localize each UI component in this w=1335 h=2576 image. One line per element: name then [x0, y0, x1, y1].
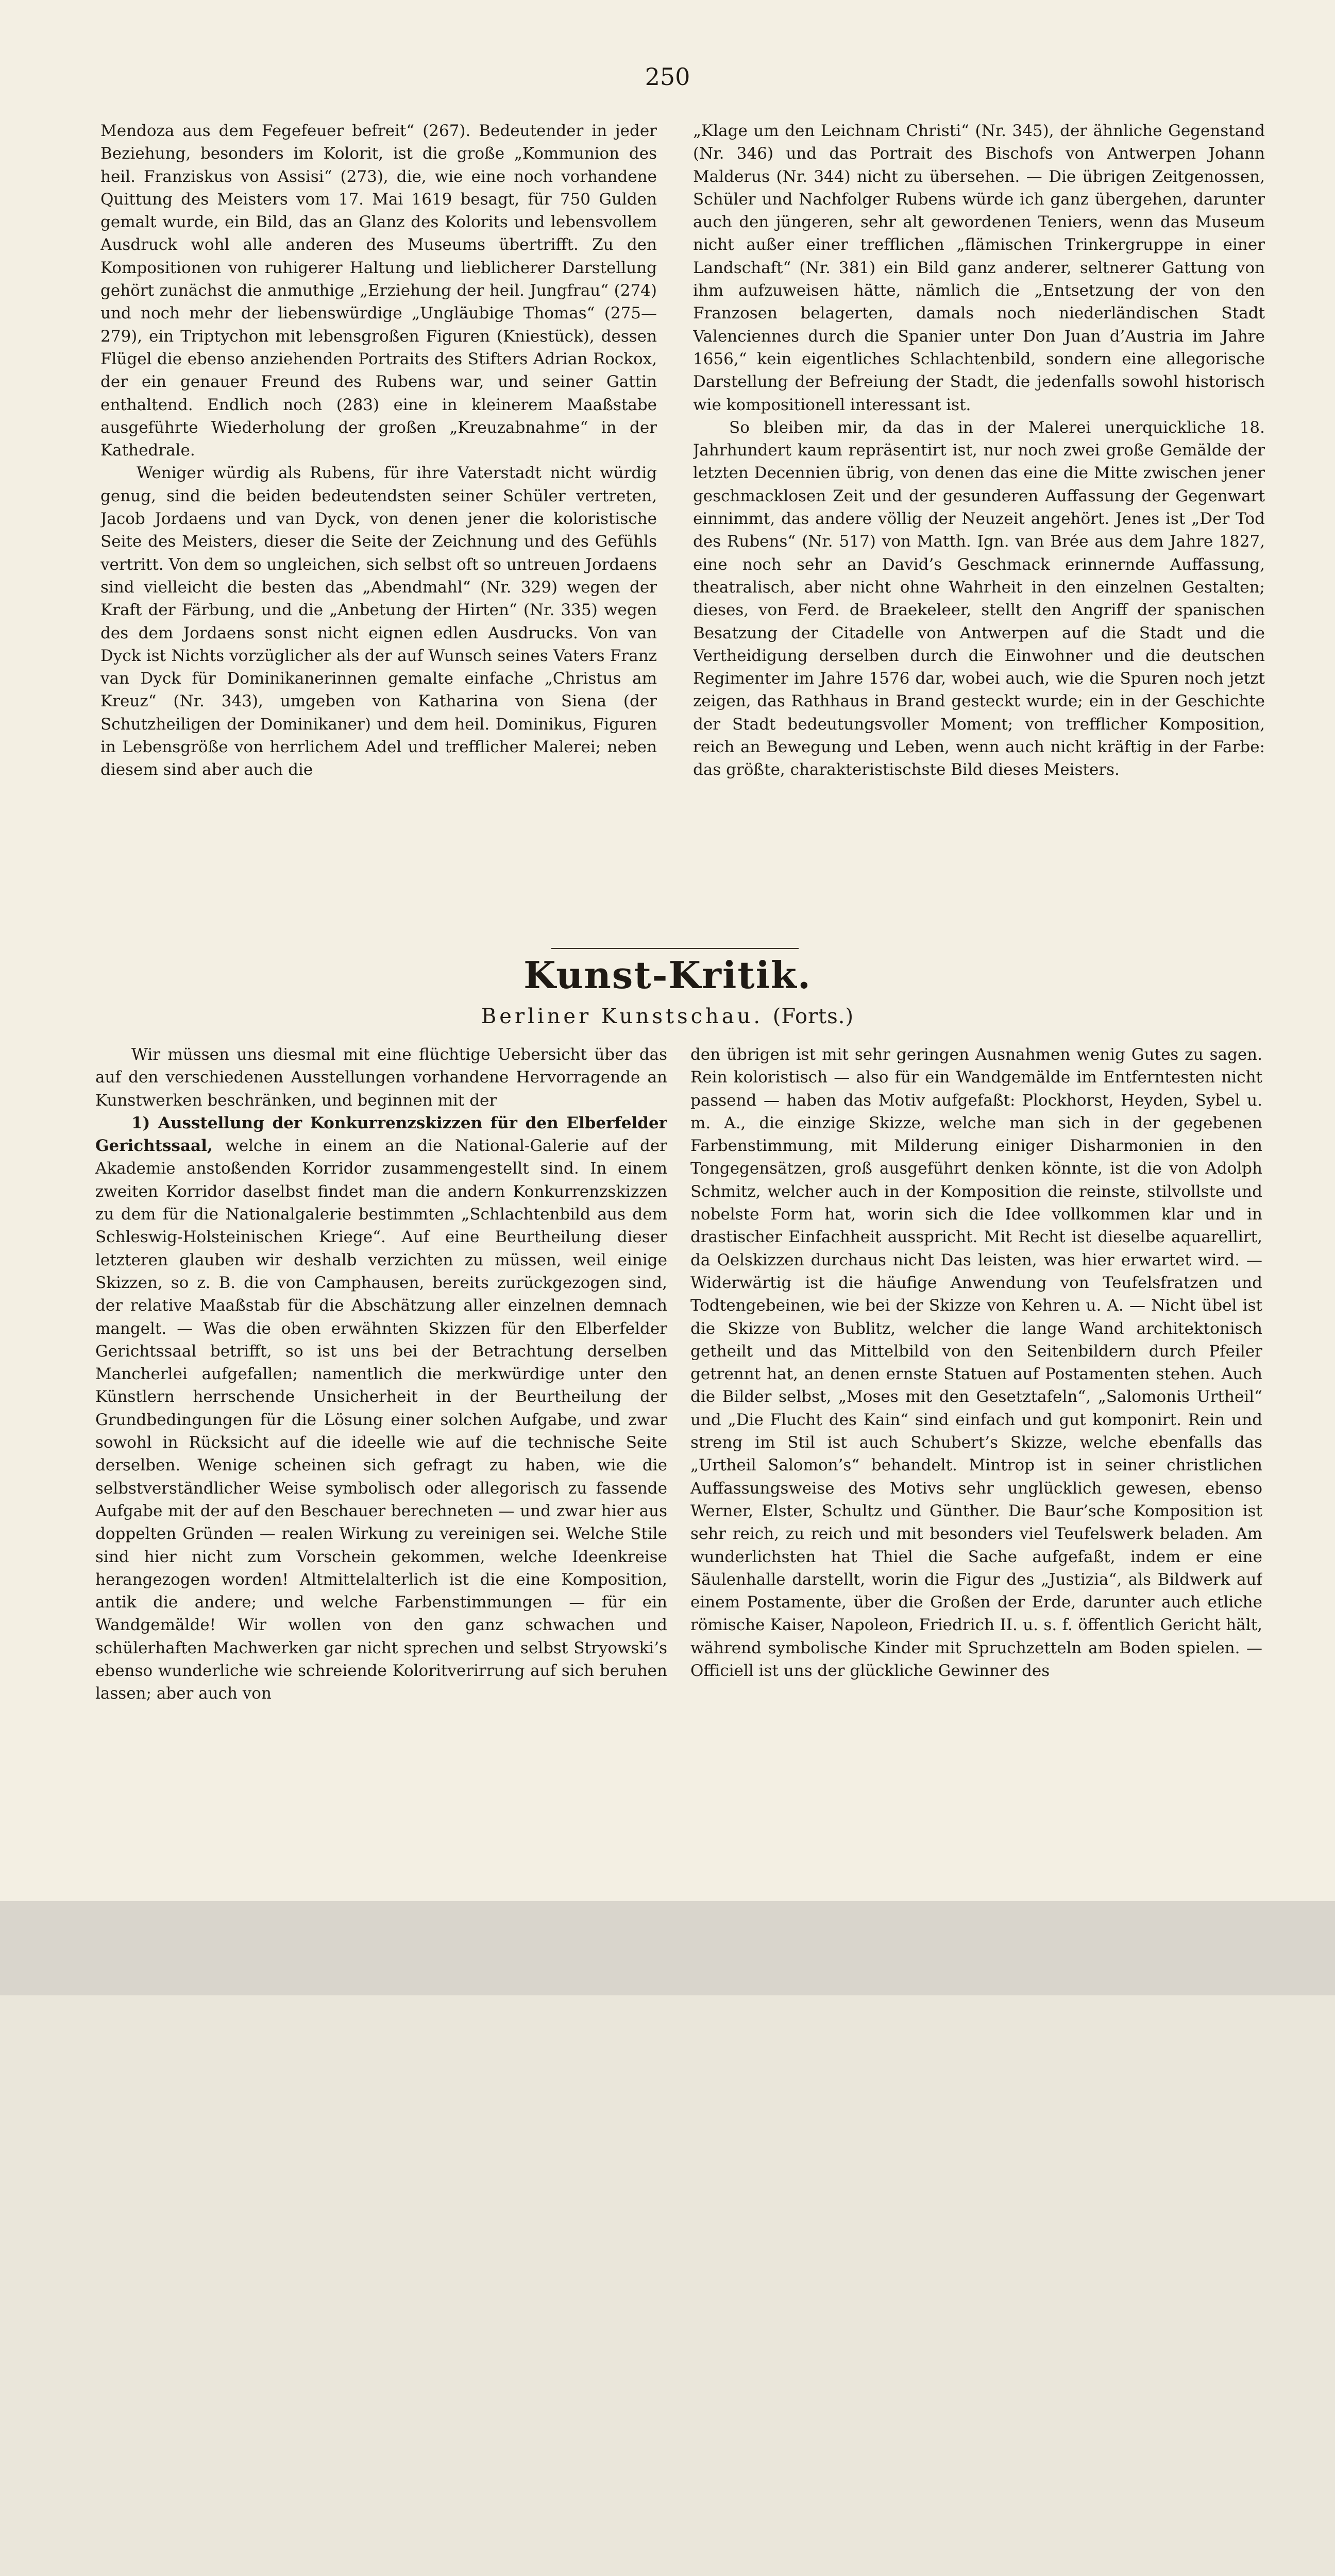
- paragraph: [95, 1112, 667, 1705]
- upper-left-column: [100, 120, 657, 939]
- page-number: 250: [645, 63, 690, 91]
- paragraph: Weniger würdig als Rubens, für ihre Vaterstadt nicht würdig genug, sind die beiden bedeutendsten seiner Schüler vertreten, Jacob Jordaens und van Dyck, von denen jener die koloristische Seite des Meisters, dieser die Seite der Zeichnung und des Gefühls vertritt. Von dem so ungleichen, sich selbst oft so untreuen Jordaens sind vielleicht die besten das „Abendmahl“ (Nr. 329) wegen der Kraft der Färbung, und die „Anbetung der Hirten“ (Nr. 335) wegen des dem Jordaens sonst nicht eignen edlen Ausdrucks. Von van Dyck ist Nichts vorzüglicher als der auf Wunsch seines Vaters Franz van Dyck für Dominikanerinnen gemalte einfache „Christus am Kreuz“ (Nr. 343), umgeben von Katharina von Siena (der Schutzheiligen der Dominikaner) und dem heil. Dominikus, Figuren in Lebensgröße von herrlichem Adel und trefflicher Malerei; neben diesem sind aber auch die: [100, 464, 657, 779]
- paragraph: den übrigen ist mit sehr geringen Ausnahmen wenig Gutes zu sagen. Rein koloristisch — also für ein Wandgemälde im Entferntesten nicht passend — haben das Motiv aufgefaßt: Plockhorst, Heyden, Sybel u. m. A., die einzige Skizze, welche man sich in der gegebenen Farbenstimmung, mit Milderung einiger Disharmonien in den Tongegensätzen, groß ausgeführt denken könnte, ist die von Adolph Schmitz, welcher auch in der Komposition die reinste, stilvollste und nobelste Form hat, worin sich die Idee vollkommen klar und in drastischer Einfachheit ausspricht. Mit Recht ist dieselbe aquarellirt, da Oelskizzen durchaus nicht Das leisten, was hier erwartet wird. — Widerwärtig ist die häufige Anwendung von Teufelsfratzen und Todtengebeinen, wie bei der Skizze von Kehren u. A. — Nicht übel ist die Skizze von Bublitz, welcher die lange Wand architektonisch getheilt und das Mittelbild von den Seitenbildern durch Pfeiler getrennt hat, an denen ernste Statuen auf Postamenten stehen. Auch die Bilder selbst, „Moses mit den Gesetztafeln“, „Salomonis Urtheil“ und „Die Flucht des Kain“ sind einfach und gut komponirt. Rein und streng im Stil ist auch Schubert’s Skizze, welche ebenfalls das „Urtheil Salomon’s“ behandelt. Mintrop ist in seiner christlichen Auffassungsweise des Motivs sehr unglücklich gewesen, ebenso Werner, Elster, Schultz und Günther. Die Baur’sche Komposition ist sehr reich, zu reich und mit besonders viel Teufelswerk beladen. Am wunderlichsten hat Thiel die Sache aufgefaßt, indem er eine Säulenhalle darstellt, worin die Figur des „Justizia“, als Bildwerk auf einem Postamente, über die Großen der Erde, darunter auch etliche römische Kaiser, Napoleon, Friedrich II. u. s. f. öffentlich Gericht hält, während symbolische Kinder mit Spruchzetteln am Boden spielen. — Officiell ist uns der glückliche Gewinner des: [690, 1045, 1262, 1681]
- footer-bar: [0, 1901, 1335, 1995]
- paragraph: Mendoza aus dem Fegefeuer befreit“ (267). Bedeutender in jeder Beziehung, besonders im Kolorit, ist die große „Kommunion des heil. Franziskus von Assisi“ (273), die, wie eine noch vorhandene Quittung des Meisters vom 17. Mai 1619 besagt, für 750 Gulden gemalt wurde, ein Bild, das an Glanz des Kolorits und lebensvollem Ausdruck wohl alle anderen des Museums übertrifft. Zu den Kompositionen von ruhigerer Haltung und lieblicherer Darstellung gehört zunächst die anmuthige „Erziehung der heil. Jungfrau“ (274) und noch mehr der liebenswürdige „Ungläubige Thomas“ (275—279), ein Triptychon mit lebensgroßen Figuren (Kniestück), dessen Flügel die ebenso anziehenden Portraits des Stifters Adrian Rockox, der ein genauer Freund des Rubens war, und seiner Gattin enthaltend. Endlich noch (283) eine in kleinerem Maaßstabe ausgeführte Wiederholung der großen „Kreuzabnahme“ in der Kathedrale.: [100, 122, 657, 460]
- subtitle-text: Berliner Kunstschau.: [481, 1005, 764, 1028]
- section-divider: [551, 948, 799, 949]
- paragraph: So bleiben mir, da das in der Malerei unerquickliche 18. Jahrhundert kaum repräsentirt ist, nur noch zwei große Gemälde der letzten Decennien übrig, von denen das eine die Mitte zwischen jener geschmacklosen Zeit und der gesunderen Auffassung der Gegenwart einnimmt, das andere völlig der Neuzeit angehört. Jenes ist „Der Tod des Rubens“ (Nr. 517) von Matth. Ign. van Brée aus dem Jahre 1827, eine noch sehr an David’s Geschmack erinnernde Auffassung, theatralisch, aber nicht ohne Wahrheit in den einzelnen Gestalten; dieses, von Ferd. de Braekeleer, stellt den Angriff der spanischen Besatzung der Citadelle von Antwerpen auf die Stadt und die Vertheidigung derselben durch die Einwohner und die deutschen Regimenter im Jahre 1576 dar, wobei auch, wie die Spuren noch jetzt zeigen, das Rathhaus in Brand gesteckt wurde; ein in der Geschichte der Stadt bedeutungsvoller Moment; von trefflicher Komposition, reich an Bewegung und Leben, wenn auch nicht kräftig in der Farbe: das größte, charakteristischste Bild dieses Meisters.: [693, 418, 1265, 779]
- lower-left-column: [95, 1043, 667, 1832]
- exhibition-heading: 1) Ausstellung der Konkurrenzskizzen für den Elberfelder Gerichtssaal,: [95, 1113, 667, 1156]
- paragraph: Wir müssen uns diesmal mit eine flüchtige Uebersicht über das auf den verschiedenen Ausstellungen vorhandene Hervorragende an Kunstwerken beschränken, und beginnen mit der: [95, 1045, 667, 1110]
- paragraph: „Klage um den Leichnam Christi“ (Nr. 345), der ähnliche Gegenstand (Nr. 346) und das Portrait des Bischofs von Antwerpen Johann Malderus (Nr. 344) nicht zu übersehen. — Die übrigen Zeitgenossen, Schüler und Nachfolger Rubens würde ich ganz übergehen, darunter auch den jüngeren, sehr alt gewordenen Teniers, wenn das Museum nicht außer einer trefflichen „flämischen Trinkergruppe in einer Landschaft“ (Nr. 381) ein Bild ganz anderer, seltnerer Gattung von ihm aufzuweisen hätte, nämlich die „Entsetzung der von den Franzosen belagerten, damals noch niederländischen Stadt Valenciennes durch die Spanier unter Don Juan d’Austria im Jahre 1656,“ kein eigentliches Schlachtenbild, sondern eine allegorische Darstellung der Befreiung der Stadt, die jedenfalls sowohl historisch wie kompositionell interessant ist.: [693, 122, 1265, 414]
- lower-right-column: [690, 1043, 1262, 1832]
- upper-right-column: [693, 120, 1265, 939]
- subtitle-note: (Forts.): [772, 1005, 854, 1028]
- paragraph-text: welche in einem an die National-Galerie auf der Akademie anstoßenden Korridor zusammengestellt sind. In einem zweiten Korridor daselbst findet man die andern Konkurrenzskizzen zu dem für die Nationalgalerie bestimmten „Schlachtenbild aus dem Schleswig-Holsteinischen Kriege“. Auf eine Beurtheilung dieser letzteren glauben wir deshalb verzichten zu müssen, weil einige Skizzen, so z. B. die von Camphausen, bereits zurückgezogen sind, der relative Maaßstab für die Abschätzung aller einzelnen demnach mangelt. — Was die oben erwähnten Skizzen für den Elberfelder Gerichtssaal betrifft, so ist uns bei der Betrachtung derselben Mancherlei aufgefallen; namentlich die merkwürdige unter den Künstlern herrschende Unsicherheit in der Beurtheilung der Grundbedingungen für die Lösung einer solchen Aufgabe, und zwar sowohl in Rücksicht auf die ideelle wie auf die technische Seite derselben. Wenige scheinen sich gefragt zu haben, wie die selbstverständlicher Weise symbolisch oder allegorisch zu fassende Aufgabe mit der auf den Beschauer berechneten — und zwar hier aus doppelten Gründen — realen Wirkung zu vereinigen sei. Welche Stile sind hier nicht zum Vorschein gekommen, welche Ideenkreise herangezogen worden! Altmittelalterlich ist die eine Komposition, antik die andere; und welche Farbenstimmungen — für ein Wandgemälde! Wir wollen von den ganz schwachen und schülerhaften Machwerken gar nicht sprechen und selbst Stryowski’s ebenso wunderliche wie schreiende Koloritverirrung auf sich beruhen lassen; aber auch von: [95, 1137, 667, 1703]
- section-subtitle: [0, 1005, 1335, 1028]
- section-title: Kunst-Kritik.: [523, 953, 812, 997]
